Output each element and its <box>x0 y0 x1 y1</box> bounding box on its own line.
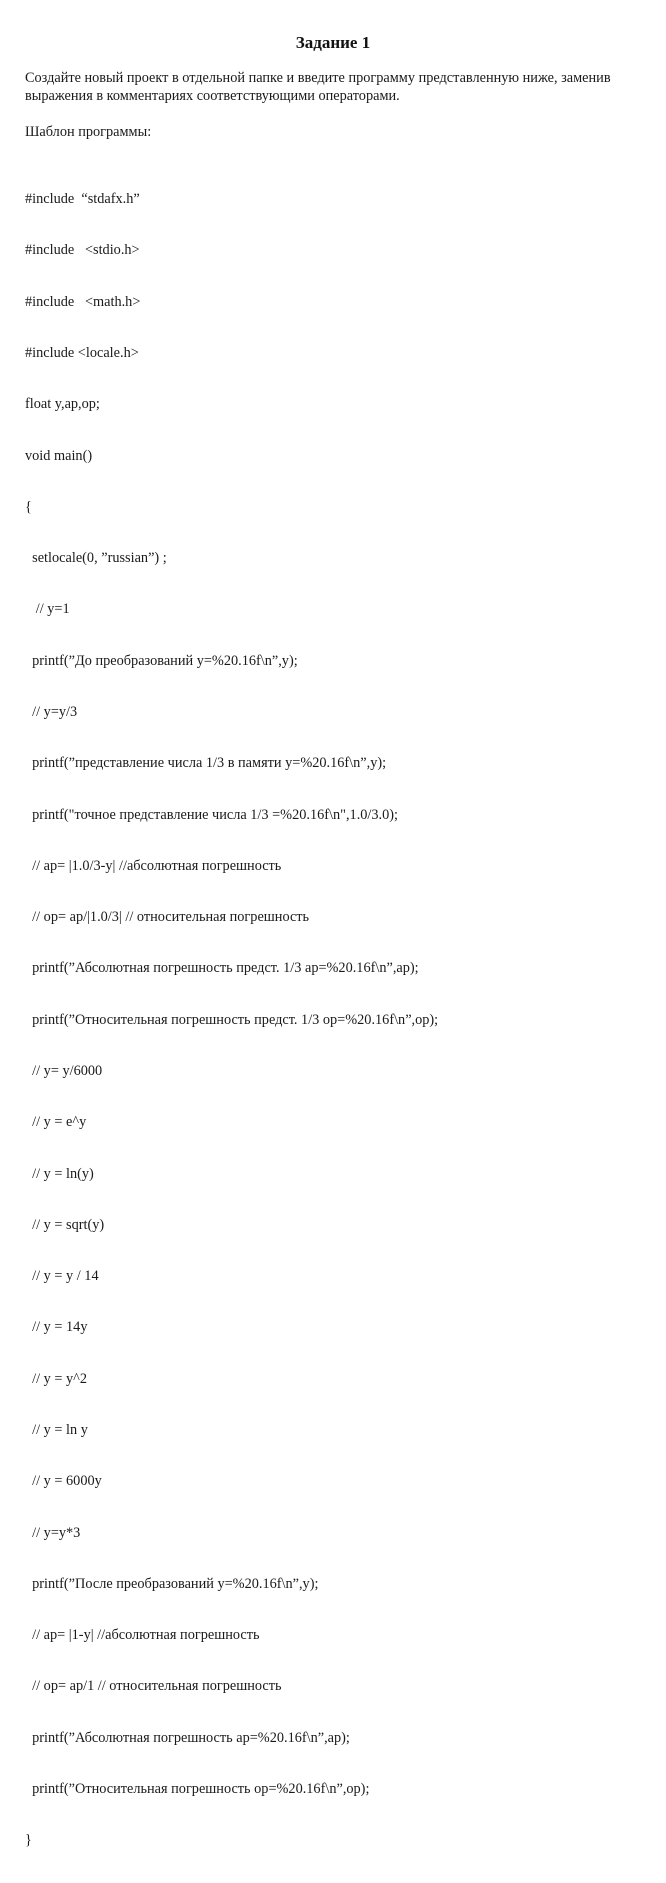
code-line: // y = ln y <box>25 1421 88 1438</box>
code-line: } <box>25 1832 32 1849</box>
code-line: // ap= |1.0/3-y| //абсолютная погрешность <box>25 857 282 874</box>
code-line: void main() <box>25 447 93 464</box>
code-line: #include “stdafx.h” <box>25 191 140 208</box>
code-line: // y = 14y <box>25 1319 88 1336</box>
code-line: // y = ln(y) <box>25 1165 94 1182</box>
code-line: setlocale(0, ”russian”) ; <box>25 550 167 567</box>
code-line: // y=y*3 <box>25 1524 81 1541</box>
code-line: // y = e^y <box>25 1114 87 1131</box>
code-line: // op= ap/1 // относительная погрешность <box>25 1678 282 1695</box>
code-line: printf(”представление числа 1/3 в памяти y=%20.16f\n”,y); <box>25 755 387 772</box>
code-line: #include <stdio.h> <box>25 242 140 259</box>
code-line: printf(”После преобразований y=%20.16f\n”,y); <box>25 1575 319 1592</box>
code-line: // y=y/3 <box>25 704 78 720</box>
code-line: { <box>25 498 32 515</box>
code-line: // y = 6000y <box>25 1473 102 1490</box>
template-label: Шаблон программы: <box>25 124 152 140</box>
code-line: printf(”Относительная погрешность op=%20.16f\n”,op); <box>25 1780 370 1797</box>
code-line: printf(”Абсолютная погрешность ap=%20.16f\n”,ap); <box>25 1729 350 1746</box>
code-line: // y = y / 14 <box>25 1268 99 1285</box>
code-line: // y=1 <box>25 601 70 618</box>
code-line: // op= ap/|1.0/3| // относительная погрешность <box>25 909 310 926</box>
code-line: float y,ap,op; <box>25 396 100 413</box>
code-line: // y= y/6000 <box>25 1062 103 1079</box>
code-line: printf(”Относительная погрешность предст. 1/3 op=%20.16f\n”,op); <box>25 1011 439 1028</box>
code-line: // ap= |1-y| //абсолютная погрешность <box>25 1627 260 1644</box>
page-title: Задание 1 <box>295 33 371 52</box>
code-line: #include <locale.h> <box>25 345 139 362</box>
code-line: // y = y^2 <box>25 1370 88 1387</box>
code-line: printf(”До преобразований y=%20.16f\n”,y); <box>25 652 298 669</box>
code-listing <box>25 157 645 1883</box>
code-line: printf("точное представление числа 1/3 =%20.16f\n",1.0/3.0); <box>25 806 399 823</box>
code-line: printf(”Абсолютная погрешность предст. 1/3 ap=%20.16f\n”,ap); <box>25 960 419 977</box>
task-instructions: Создайте новый проект в отдельной папке и введите программу представленную ниже, заменив выражения в комментариях соответствующими операторами. <box>25 70 611 104</box>
code-line: // y = sqrt(y) <box>25 1216 105 1233</box>
code-line: #include <math.h> <box>25 293 141 310</box>
